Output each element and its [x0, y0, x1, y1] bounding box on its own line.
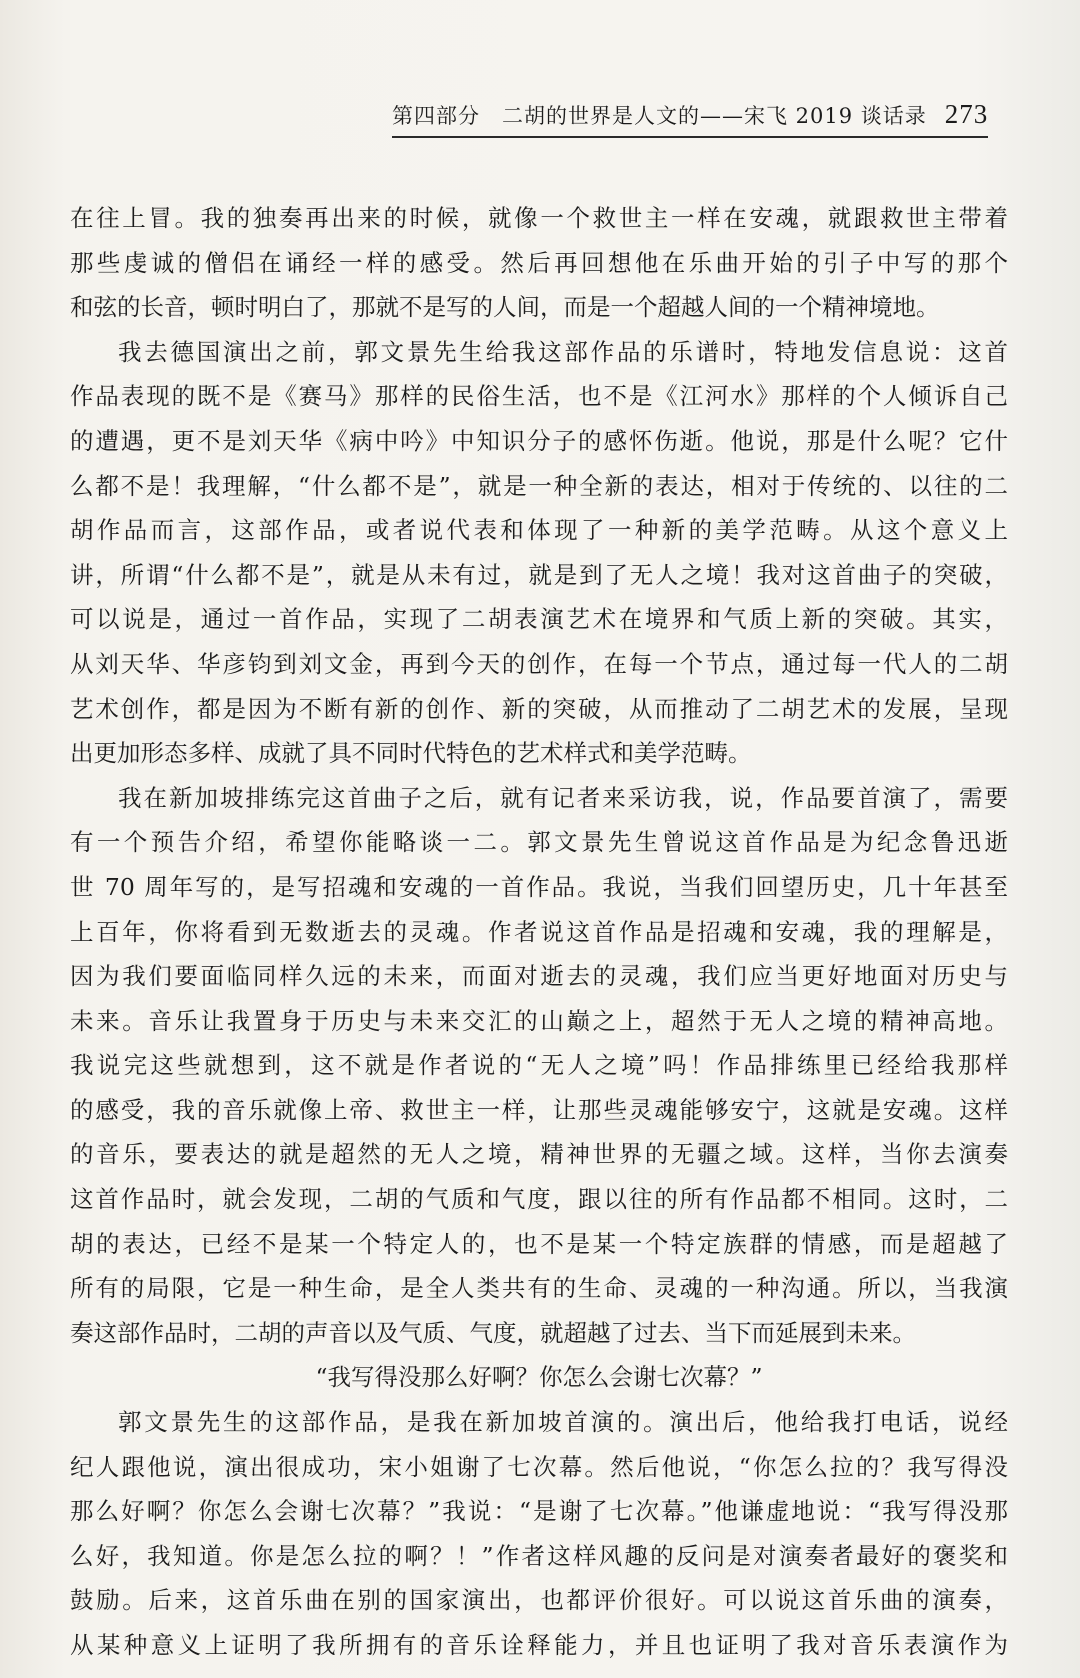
running-header [392, 96, 992, 130]
paragraph [70, 776, 1008, 1356]
text-line: 和弦的长音，顿时明白了，那就不是写的人间，而是一个超越人间的一个精神境地。 [70, 293, 940, 322]
page-number: 273 [944, 99, 989, 129]
paragraph [70, 330, 1008, 776]
text-line: 在往上冒。我的独奏再出来的时候，就像一个救世主一样在安魂，就跟救世主带着 [70, 204, 1008, 232]
text-line: 所有的局限，它是一种生命，是全人类共有的生命、灵魂的一种沟通。所以，当我演 [70, 1274, 1008, 1303]
text-line: 从某种意义上证明了我所拥有的音乐诠释能力，并且也证明了我对音乐表演作为 [70, 1631, 1008, 1659]
text-line: 因为我们要面临同样久远的未来，而面对逝去的灵魂，我们应当更好地面对历史与 [70, 962, 1008, 991]
text-line: 么都不是！我理解，“什么都不是”，就是一种全新的表达，相对于传统的、以往的二 [70, 471, 1008, 500]
text-line: 我说完这些就想到，这不就是作者说的“无人之境”吗！作品排练里已经给我那样 [70, 1051, 1008, 1080]
text-line: 出更加形态多样、成就了具不同时代特色的艺术样式和美学范畴。 [70, 739, 752, 768]
text-line: 的感受，我的音乐就像上帝、救世主一样，让那些灵魂能够安宁，这就是安魂。这样 [70, 1095, 1008, 1124]
text-line: 这首作品时，就会发现，二胡的气质和气度，跟以往的所有作品都不相同。这时，二 [70, 1185, 1008, 1214]
text-line: 未来。音乐让我置身于历史与未来交汇的山巅之上，超然于无人之境的精神高地。 [70, 1006, 1008, 1035]
text-line: 从刘天华、华彦钧到刘文金，再到今天的创作，在每一个节点，通过每一代人的二胡 [70, 649, 1008, 678]
text-line: 讲，所谓“什么都不是”，就是从未有过，就是到了无人之境！我对这首曲子的突破， [70, 560, 1008, 589]
paragraph [70, 1400, 1008, 1668]
text-line: 那么好啊？你怎么会谢七次幕？”我说：“是谢了七次幕。”他谦虚地说：“我写得没那 [70, 1497, 1008, 1526]
text-line: 胡作品而言，这部作品，或者说代表和体现了一种新的美学范畴。从这个意义上 [70, 516, 1008, 545]
text-line: 奏这部作品时，二胡的声音以及气质、气度，就超越了过去、当下而延展到未来。 [70, 1318, 916, 1347]
body-text [70, 196, 1008, 1668]
text-line: 作品表现的既不是《赛马》那样的民俗生活，也不是《江河水》那样的个人倾诉自己 [70, 382, 1008, 411]
text-line: 胡的表达，已经不是某一个特定人的，也不是某一个特定族群的情感，而是超越了 [70, 1229, 1008, 1258]
text-line: 纪人跟他说，演出很成功，宋小姐谢了七次幕。然后他说，“你怎么拉的？我写得没 [70, 1452, 1008, 1481]
header-title: 二胡的世界是人文的——宋飞 2019 谈话录 [502, 104, 927, 128]
text-line: 艺术创作，都是因为不断有新的创作、新的突破，从而推动了二胡艺术的发展，呈现 [70, 694, 1008, 723]
header-rule [392, 136, 988, 138]
text-line: 我在新加坡排练完这首曲子之后，就有记者来采访我，说，作品要首演了，需要 [118, 783, 1008, 812]
text-line: 我去德国演出之前，郭文景先生给我这部作品的乐谱时，特地发信息说：这首 [118, 337, 1008, 366]
text-line: 鼓励。后来，这首乐曲在别的国家演出，也都评价很好。可以说这首乐曲的演奏， [70, 1586, 1008, 1615]
text-line: 可以说是，通过一首作品，实现了二胡表演艺术在境界和气质上新的突破。其实， [70, 605, 1008, 634]
header-part-label: 第四部分 [392, 104, 480, 128]
text-line: 的音乐，要表达的就是超然的无人之境，精神世界的无疆之域。这样，当你去演奏 [70, 1140, 1008, 1169]
text-line: 郭文景先生的这部作品，是我在新加坡首演的。演出后，他给我打电话，说经 [118, 1408, 1008, 1437]
section-subheading: “我写得没那么好啊？你怎么会谢七次幕？” [315, 1363, 763, 1392]
text-line: 的遭遇，更不是刘天华《病中吟》中知识分子的感怀伤逝。他说，那是什么呢？它什 [70, 426, 1008, 455]
paragraph [70, 196, 1008, 330]
text-line: 么好，我知道。你是怎么拉的啊？！”作者这样风趣的反问是对演奏者最好的褒奖和 [70, 1541, 1008, 1570]
text-line: 世 70 周年写的，是写招魂和安魂的一首作品。我说，当我们回望历史，几十年甚至 [70, 872, 1008, 901]
text-line: 有一个预告介绍，希望你能略谈一二。郭文景先生曾说这首作品是为纪念鲁迅逝 [70, 828, 1008, 857]
text-line: 上百年，你将看到无数逝去的灵魂。作者说这首作品是招魂和安魂，我的理解是， [70, 917, 1008, 946]
text-line: 那些虔诚的僧侣在诵经一样的感受。然后再回想他在乐曲开始的引子中写的那个 [70, 248, 1008, 277]
